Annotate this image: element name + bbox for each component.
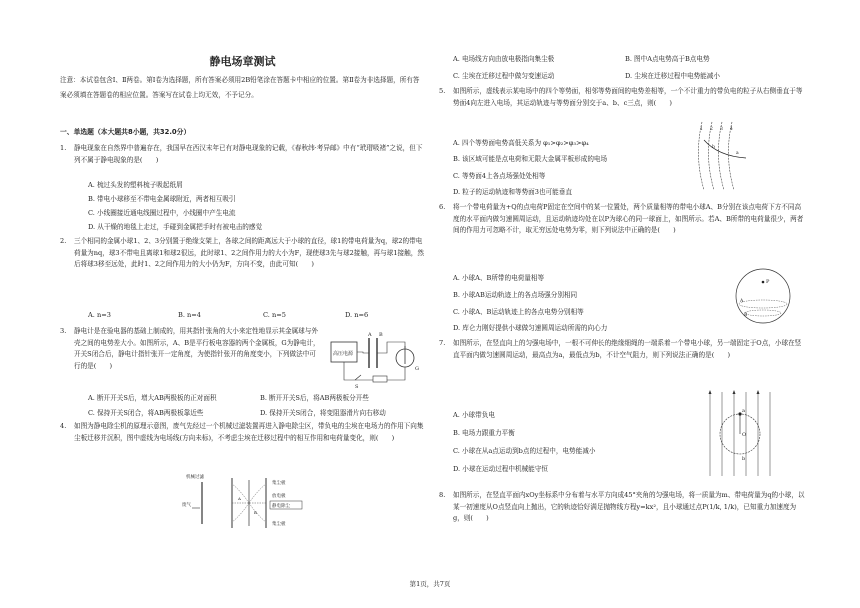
option-d: D. 保持开关S闭合，将变阻器滑片向右移动 (260, 409, 386, 417)
svg-text:A: A (238, 496, 241, 501)
svg-text:1: 1 (700, 127, 703, 132)
option-d: D. 尘埃在迁移过程中电势能减小 (625, 72, 720, 80)
figure-label: 集尘板 (272, 481, 286, 486)
option-c: C. 尘埃在迁移过程中做匀变速运动 (453, 72, 555, 80)
svg-text:a: a (742, 408, 745, 414)
question-number: 5. (439, 87, 446, 95)
option-a: A. 电场线方向由放电极指向集尘极 (453, 55, 555, 63)
svg-text:S: S (355, 384, 359, 390)
figure-label: 静电除尘 (272, 504, 290, 509)
svg-text:B: B (379, 332, 383, 338)
question-stem: 静电现象在自然界中普遍存在，我国早在西汉末年已有对静电现象的记载，《春秋纬·考异邮》中有“玳瑁吸褚”之说，但下列不属于静电现象的是( ) (74, 144, 423, 164)
option-c: C. n=5 (263, 311, 286, 319)
question-number: 4. (60, 422, 67, 430)
option-b: B. n=4 (178, 311, 202, 319)
vertical-field-circle-figure (700, 388, 780, 480)
exam-notice: 注意：本试卷包含Ⅰ、Ⅱ两卷。第Ⅰ卷为选择题，所有答案必须用2B铅笔涂在答题卡中相应的位置。第Ⅱ卷为非选择题，所有答案必须填在答题卷的相应位置。答案写在试卷上均无效，不予记分。 (60, 76, 420, 99)
page-title: 静电场章测试 (209, 55, 276, 68)
svg-text:B: B (744, 313, 748, 318)
option-d: D. 小球在运动过程中机械能守恒 (453, 465, 548, 473)
option-b: B. 断开开关S后，将AB两极板分开些 (260, 394, 369, 402)
option-c: C. 保持开关S闭合，将AB两极板靠近些 (88, 409, 204, 417)
option-a: A. 四个等势面电势高低关系为 φ₁>φ₂>φ₃>φ₄ (453, 139, 589, 147)
svg-text:b: b (712, 145, 715, 150)
equipotential-figure (688, 118, 748, 193)
option-d: D. n=6 (345, 311, 369, 319)
svg-text:A: A (368, 332, 372, 338)
option-c: C. 小球在从a点运动到b点的过程中，电势能减小 (453, 447, 596, 455)
option-a: A. 梳过头发的塑料梳子吸起纸屑 (88, 181, 183, 189)
question-stem: 如图所示，在竖直向上的匀强电场中，一根不可伸长的绝缘细绳的一端系着一个带电小球，另一端固定于O点，小球在竖直平面内做匀速圆周运动，最高点为a，最低点为b，不计空气阻力，则下列说法正确的是( ) (453, 339, 802, 359)
option-b: B. 图中A点电势高于B点电势 (625, 55, 710, 63)
capacitor-electrometer-figure (325, 328, 425, 393)
svg-text:O: O (742, 432, 747, 438)
question-number: 3. (60, 327, 67, 335)
question-number: 2. (60, 237, 67, 245)
svg-text:P: P (766, 279, 770, 285)
question-stem: 三个相同的金属小球1、2、3分别置于绝缘支架上，各球之间的距离远大于小球的直径，球1的带电荷量为q，球2的带电荷量为nq，球3不带电且离球1和球2很远，此时球1、2之间作用力的大小为F，现使球3先与球2接触，再与球1接触，然后将球3移至远处，此时1、2之间作用力的大小仍为F，方向不变，由此可知( ) (74, 237, 424, 269)
question-3 (60, 326, 322, 372)
svg-text:2: 2 (710, 127, 713, 132)
question-6 (439, 202, 805, 237)
question-stem: 如图为静电除尘机的原理示意图，废气先经过一个机械过滤装置再进入静电除尘区，带负电的尘埃在电场力的作用下向集尘板迁移并沉积，图中虚线为电场线(方向未标)，不考虑尘埃在迁移过程中的相互作用和电荷量变化，则( ) (74, 422, 424, 442)
option-c: C. 等势面4上各点场强处处相等 (453, 172, 546, 180)
figure-label: 放电极 (272, 494, 286, 499)
question-stem: 如图所示，在竖直平面内xOy坐标系中分布着与水平方向成45°夹角的匀强电场，将一质量为m、带电荷量为q的小球，以某一初速度从O点竖直向上抛出，它的轨迹恰好满足抛物线方程y=kx²，且小球通过点P(1/k, 1/k)，已知重力加速度为g，则( ) (453, 491, 805, 523)
question-5 (439, 86, 805, 109)
option-a: A. 小球带负电 (453, 411, 495, 419)
question-number: 6. (439, 203, 446, 211)
question-number: 7. (439, 339, 446, 347)
svg-text:G: G (415, 366, 419, 372)
option-a: A. 小球A、B所带的电荷量相等 (453, 274, 545, 282)
svg-text:a: a (736, 151, 739, 156)
option-d: D. 粒子的运动轨迹和等势面3也可能垂直 (453, 188, 572, 196)
section-heading: 一、单选题（本大题共8小题，共32.0分） (60, 128, 191, 136)
sphere-orbit-figure (728, 266, 798, 326)
option-b: B. 该区域可能是点电荷和无限大金属平板形成的电场 (453, 155, 608, 163)
question-1 (60, 143, 424, 166)
option-b: B. 电场力跟重力平衡 (453, 429, 515, 437)
electrostatic-precipitator-figure (180, 470, 320, 532)
figure-label: 集尘板 (272, 522, 286, 527)
question-stem: 将一个带电荷量为+Q的点电荷P固定在空间中的某一位置处，两个质量相等的带电小球A、B分别在该点电荷下方不同高度的水平面内做匀速圆周运动，且运动轨迹均处在以P为球心的同一球面上，如图所示。若A、B所带的电荷量很少，两者间的作用力可忽略不计，取无穷远处电势为零，则下列说法中正确的是( ) (453, 203, 804, 235)
option-b: B. 小球AB运动轨迹上的各点场强分别相同 (453, 291, 578, 299)
option-a: A. 断开开关S后，增大AB两极板的正对面积 (88, 394, 217, 402)
option-c: C. 小线圈接近通电线圈过程中，小线圈中产生电流 (88, 209, 236, 217)
svg-text:3: 3 (720, 127, 723, 132)
option-d: D. 从干燥的地毯上走过，手碰到金属把手时有被电击的感觉 (88, 223, 263, 231)
option-d: D. 库仑力刚好提供小球做匀速圆周运动所需的向心力 (453, 324, 608, 332)
question-number: 1. (60, 144, 67, 152)
svg-text:B: B (254, 510, 257, 515)
figure-label-power: 高压电源 (333, 351, 354, 357)
question-stem: 如图所示，虚线表示某电场中的四个等势面，相邻等势面间的电势差相等，一个不计重力的带负电的粒子从右侧垂直于等势面4向左进入电场，其运动轨迹与等势面分别交于a、b、c三点，则( ) (453, 87, 803, 107)
question-8 (439, 490, 805, 525)
option-c: C. 小球A、B运动轨迹上的各点电势分别相等 (453, 308, 584, 316)
page-footer: 第1页，共7页 (409, 580, 451, 588)
question-2 (60, 236, 424, 271)
svg-text:4: 4 (730, 127, 733, 132)
option-b: B. 带电小球移至不带电金属球附近，两者相互吸引 (88, 195, 236, 203)
figure-label: 废气 (182, 503, 191, 508)
question-7 (439, 338, 805, 361)
figure-label: 机械过滤 (186, 475, 204, 480)
question-number: 8. (439, 491, 446, 499)
question-4 (60, 421, 424, 444)
option-a: A. n=3 (88, 311, 111, 319)
question-stem: 静电计是在验电器的基础上制成的，用其指针张角的大小来定性地显示其金属球与外壳之间的电势差大小。如图所示，A、B是平行板电容器的两个金属板，G为静电计，开关S闭合后，静电计指针张开一定角度，为使指针张开的角度变小，下列做法中可行的是( ) (74, 327, 320, 370)
svg-text:A: A (740, 299, 744, 304)
svg-text:b: b (742, 456, 746, 462)
